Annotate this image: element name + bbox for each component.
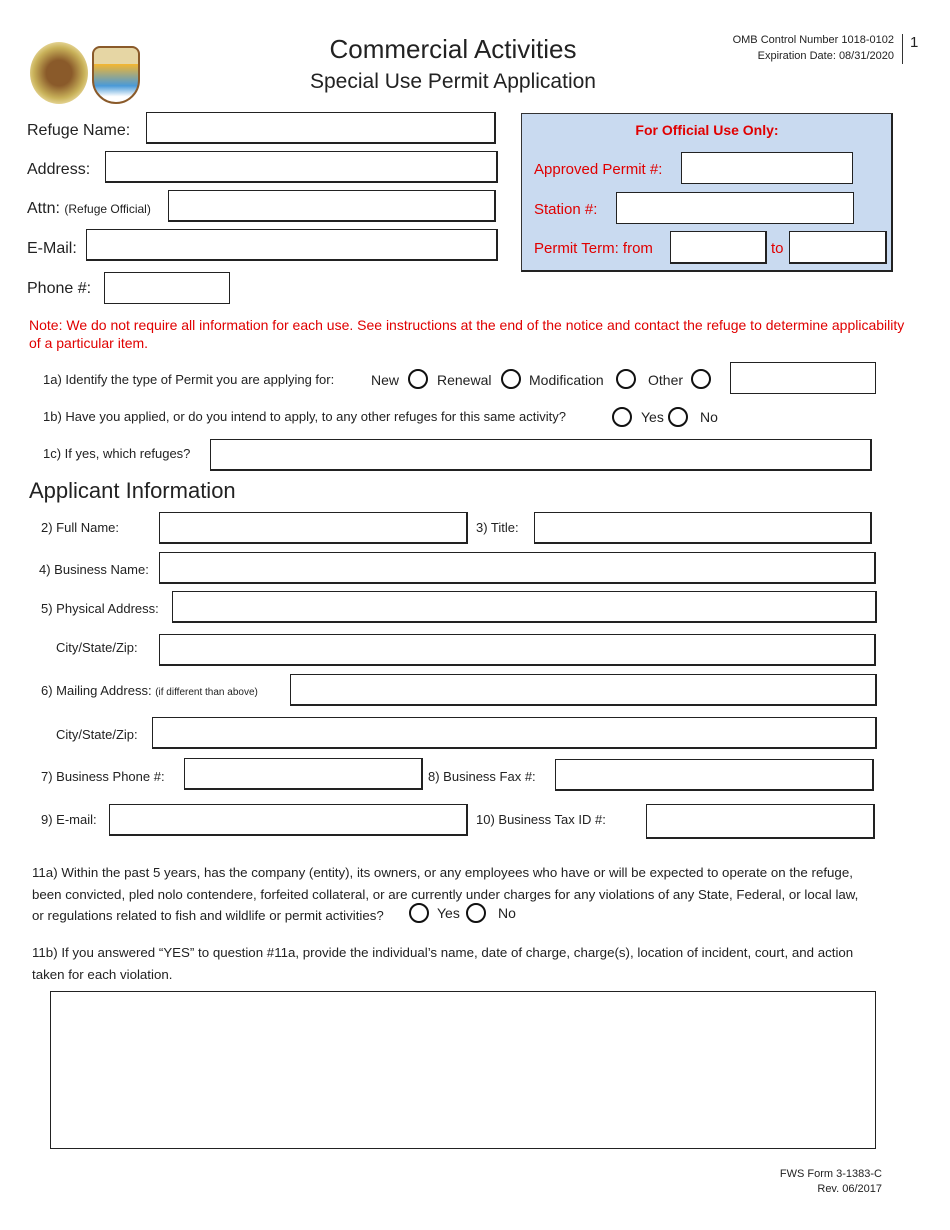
- radio-q1b-yes[interactable]: [612, 407, 632, 427]
- title-label: 3) Title:: [476, 520, 519, 535]
- applicant-email-input[interactable]: [109, 804, 468, 836]
- radio-modification[interactable]: [616, 369, 636, 389]
- business-phone-label: 7) Business Phone #:: [41, 769, 165, 784]
- address-input[interactable]: [105, 151, 498, 183]
- q1c-label: 1c) If yes, which refuges?: [43, 446, 191, 461]
- q1b-yes-label: Yes: [641, 409, 664, 425]
- attn-text: Attn:: [27, 200, 60, 217]
- page-number: 1: [910, 34, 919, 51]
- approved-permit-input[interactable]: [681, 152, 853, 184]
- refuge-name-input[interactable]: [146, 112, 496, 144]
- business-name-label: 4) Business Name:: [39, 562, 149, 577]
- omb-number: OMB Control Number 1018-0102: [732, 34, 894, 46]
- revision-date: Rev. 06/2017: [817, 1183, 882, 1195]
- full-name-input[interactable]: [159, 512, 468, 544]
- radio-q1b-no[interactable]: [668, 407, 688, 427]
- radio-renewal[interactable]: [501, 369, 521, 389]
- attn-sub: (Refuge Official): [64, 202, 151, 216]
- divider: [902, 34, 903, 64]
- city-state-zip-input-1[interactable]: [159, 634, 876, 666]
- email-label: E-Mail:: [27, 240, 77, 257]
- q11b-text: [32, 942, 912, 986]
- mailing-address-label: [41, 683, 258, 698]
- permit-term-to-input[interactable]: [789, 231, 887, 264]
- other-permit-input[interactable]: [730, 362, 876, 394]
- q11b-line1: 11b) If you answered “YES” to question #11a, provide the individual’s name, date of charge, charge(s), location of incident, court, and action: [32, 945, 854, 960]
- option-new-label: New: [371, 372, 400, 388]
- physical-address-input[interactable]: [172, 591, 877, 623]
- applicant-email-label: 9) E-mail:: [41, 812, 97, 827]
- title-input[interactable]: [534, 512, 872, 544]
- business-phone-input[interactable]: [184, 758, 423, 790]
- q11b-line2: taken for each violation.: [32, 967, 173, 982]
- official-use-title: For Official Use Only:: [635, 122, 779, 138]
- phone-input[interactable]: [104, 272, 230, 304]
- tax-id-label: 10) Business Tax ID #:: [476, 812, 606, 827]
- form-number: FWS Form 3-1383-C: [779, 1168, 882, 1180]
- refuge-name-label: Refuge Name:: [27, 122, 131, 139]
- city-state-zip-input-2[interactable]: [152, 717, 877, 749]
- expiration-date: Expiration Date: 08/31/2020: [757, 50, 894, 62]
- station-input[interactable]: [616, 192, 854, 224]
- permit-term-from-input[interactable]: [670, 231, 767, 264]
- radio-q11a-no[interactable]: [466, 903, 486, 923]
- attn-input[interactable]: [168, 190, 496, 222]
- official-use-panel: [521, 113, 893, 272]
- q1a-label: 1a) Identify the type of Permit you are applying for:: [43, 372, 335, 387]
- business-name-input[interactable]: [159, 552, 876, 584]
- option-renewal-label: Renewal: [437, 372, 492, 388]
- q11a-no-label: No: [498, 905, 516, 921]
- phone-label: Phone #:: [27, 280, 92, 297]
- city-state-zip-label-2: City/State/Zip:: [56, 727, 138, 742]
- radio-other[interactable]: [691, 369, 711, 389]
- applicant-heading: Applicant Information: [29, 478, 236, 503]
- q11a-line2: been convicted, pled nolo contendere, forfeited collateral, or are currently under charges for any violations of any State, Federal, or local law,: [32, 886, 859, 902]
- form-subtitle: Special Use Permit Application: [310, 70, 596, 93]
- radio-new[interactable]: [408, 369, 428, 389]
- physical-address-label: 5) Physical Address:: [41, 601, 159, 616]
- q1b-no-label: No: [700, 409, 718, 425]
- q11a-line1: 11a) Within the past 5 years, has the company (entity), its owners, or any employees who have or will be expected to operate on the refuge,: [32, 865, 853, 880]
- q1b-label: 1b) Have you applied, or do you intend to apply, to any other refuges for this same activity?: [43, 409, 566, 424]
- business-fax-input[interactable]: [555, 759, 874, 791]
- tax-id-input[interactable]: [646, 804, 875, 839]
- violations-textarea[interactable]: [50, 991, 876, 1149]
- option-modification-label: Modification: [529, 372, 604, 388]
- mailing-address-input[interactable]: [290, 674, 877, 706]
- option-other-label: Other: [648, 372, 684, 388]
- attn-label: [27, 200, 151, 218]
- full-name-label: 2) Full Name:: [41, 520, 120, 535]
- form-title: Commercial Activities: [329, 34, 577, 64]
- which-refuges-input[interactable]: [210, 439, 872, 471]
- note-text: Note: We do not require all information for each use. See instructions at the end of the notice and contact the refuge to determine applicability of a particular item.: [29, 317, 905, 351]
- mailing-sub: (if different than above): [155, 687, 258, 698]
- refuge-email-input[interactable]: [86, 229, 498, 261]
- permit-term-label: Permit Term: from: [534, 240, 653, 257]
- approved-permit-label: Approved Permit #:: [534, 161, 663, 178]
- station-label: Station #:: [534, 201, 598, 218]
- address-label: Address:: [27, 161, 91, 178]
- mailing-text: 6) Mailing Address:: [41, 683, 152, 698]
- business-fax-label: 8) Business Fax #:: [428, 769, 536, 784]
- q11a-yes-label: Yes: [437, 905, 460, 921]
- q11a-line3: or regulations related to fish and wildlife or permit activities?: [32, 908, 384, 923]
- permit-term-to-label: to: [771, 240, 784, 257]
- city-state-zip-label-1: City/State/Zip:: [56, 640, 138, 655]
- radio-q11a-yes[interactable]: [409, 903, 429, 923]
